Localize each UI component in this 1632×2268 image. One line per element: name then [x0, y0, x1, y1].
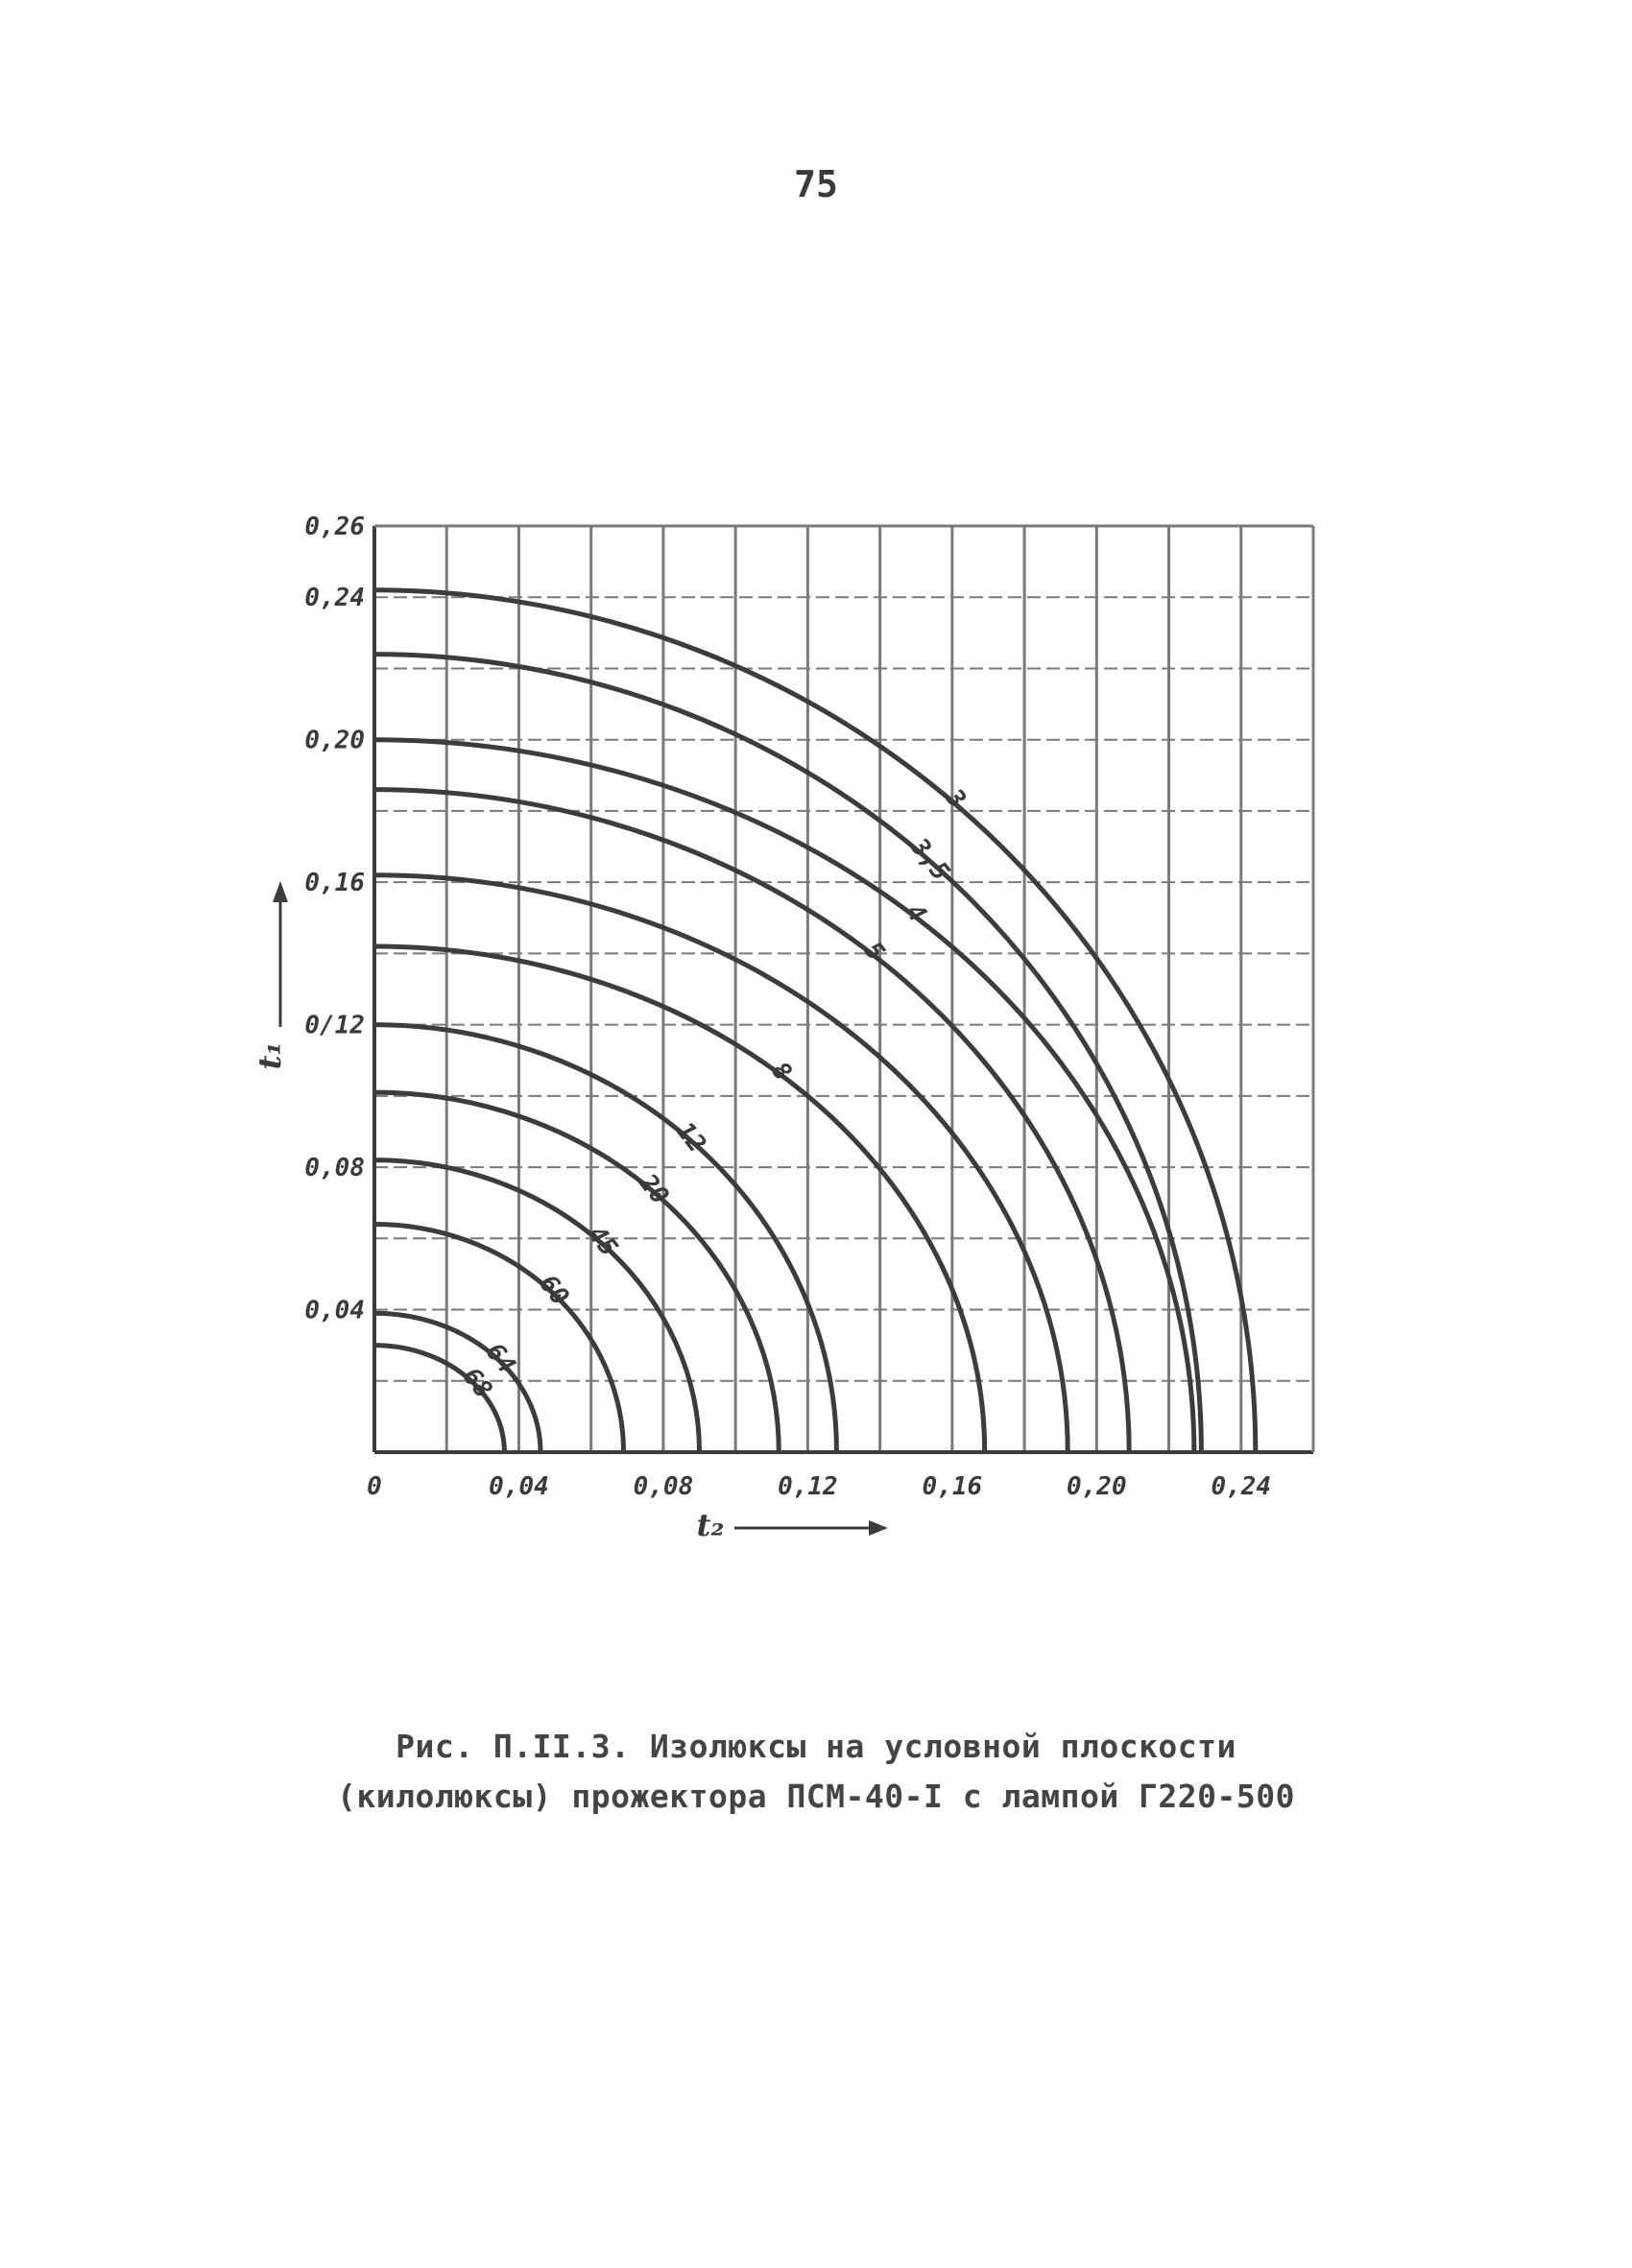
- curve-label: 45: [582, 1220, 624, 1262]
- curve-label: 5: [857, 937, 891, 967]
- y-tick-label: 0,24: [304, 584, 365, 613]
- curve-label: 8: [765, 1057, 798, 1086]
- x-axis-title: t₂: [696, 1507, 725, 1543]
- y-tick-label: 0,04: [304, 1296, 365, 1325]
- isolux-curve: [374, 1092, 779, 1452]
- curve-label: 60: [533, 1269, 575, 1312]
- figure-caption-line-2: (килолюксы) прожектора ПСМ-40-I с лампой Г220-500: [336, 1778, 1296, 1815]
- y-axis-arrowhead: [273, 881, 288, 902]
- curve-label: 12: [669, 1116, 711, 1158]
- x-axis-arrowhead: [869, 1520, 888, 1536]
- x-tick-label: 0,16: [922, 1472, 983, 1501]
- x-tick-label: 0,04: [489, 1472, 549, 1501]
- curve-labels: [457, 783, 972, 1404]
- curve-label: 20: [633, 1168, 675, 1210]
- isolux-curve: [374, 655, 1201, 1452]
- figure-caption-line-1: Рис. П.II.3. Изолюксы на условной плоскости: [396, 1728, 1236, 1765]
- isolux-curves: [374, 590, 1256, 1452]
- x-tick-label: 0,08: [633, 1472, 694, 1501]
- curve-label: 4: [900, 898, 932, 929]
- page-number: 75: [794, 163, 838, 205]
- y-axis-title: t₁: [252, 1041, 288, 1070]
- curve-label: 3: [939, 783, 972, 814]
- axis-titles: [252, 881, 891, 1543]
- curve-label: 68: [456, 1362, 498, 1404]
- x-tick-label: 0,12: [778, 1472, 838, 1501]
- axis-tick-labels: [304, 513, 1271, 1501]
- curve-label: 3,5: [904, 832, 955, 887]
- y-tick-label: 0,08: [304, 1154, 365, 1183]
- x-tick-label: 0: [367, 1472, 382, 1501]
- isolux-curve: [374, 1313, 540, 1452]
- x-tick-label: 0,20: [1066, 1472, 1127, 1501]
- y-tick-label: 0,26: [304, 513, 365, 541]
- curve-label: 64: [479, 1337, 521, 1380]
- y-tick-label: 0/12: [304, 1011, 365, 1040]
- y-tick-label: 0,20: [304, 726, 365, 755]
- x-tick-label: 0,24: [1211, 1472, 1272, 1501]
- y-tick-label: 0,16: [304, 869, 365, 898]
